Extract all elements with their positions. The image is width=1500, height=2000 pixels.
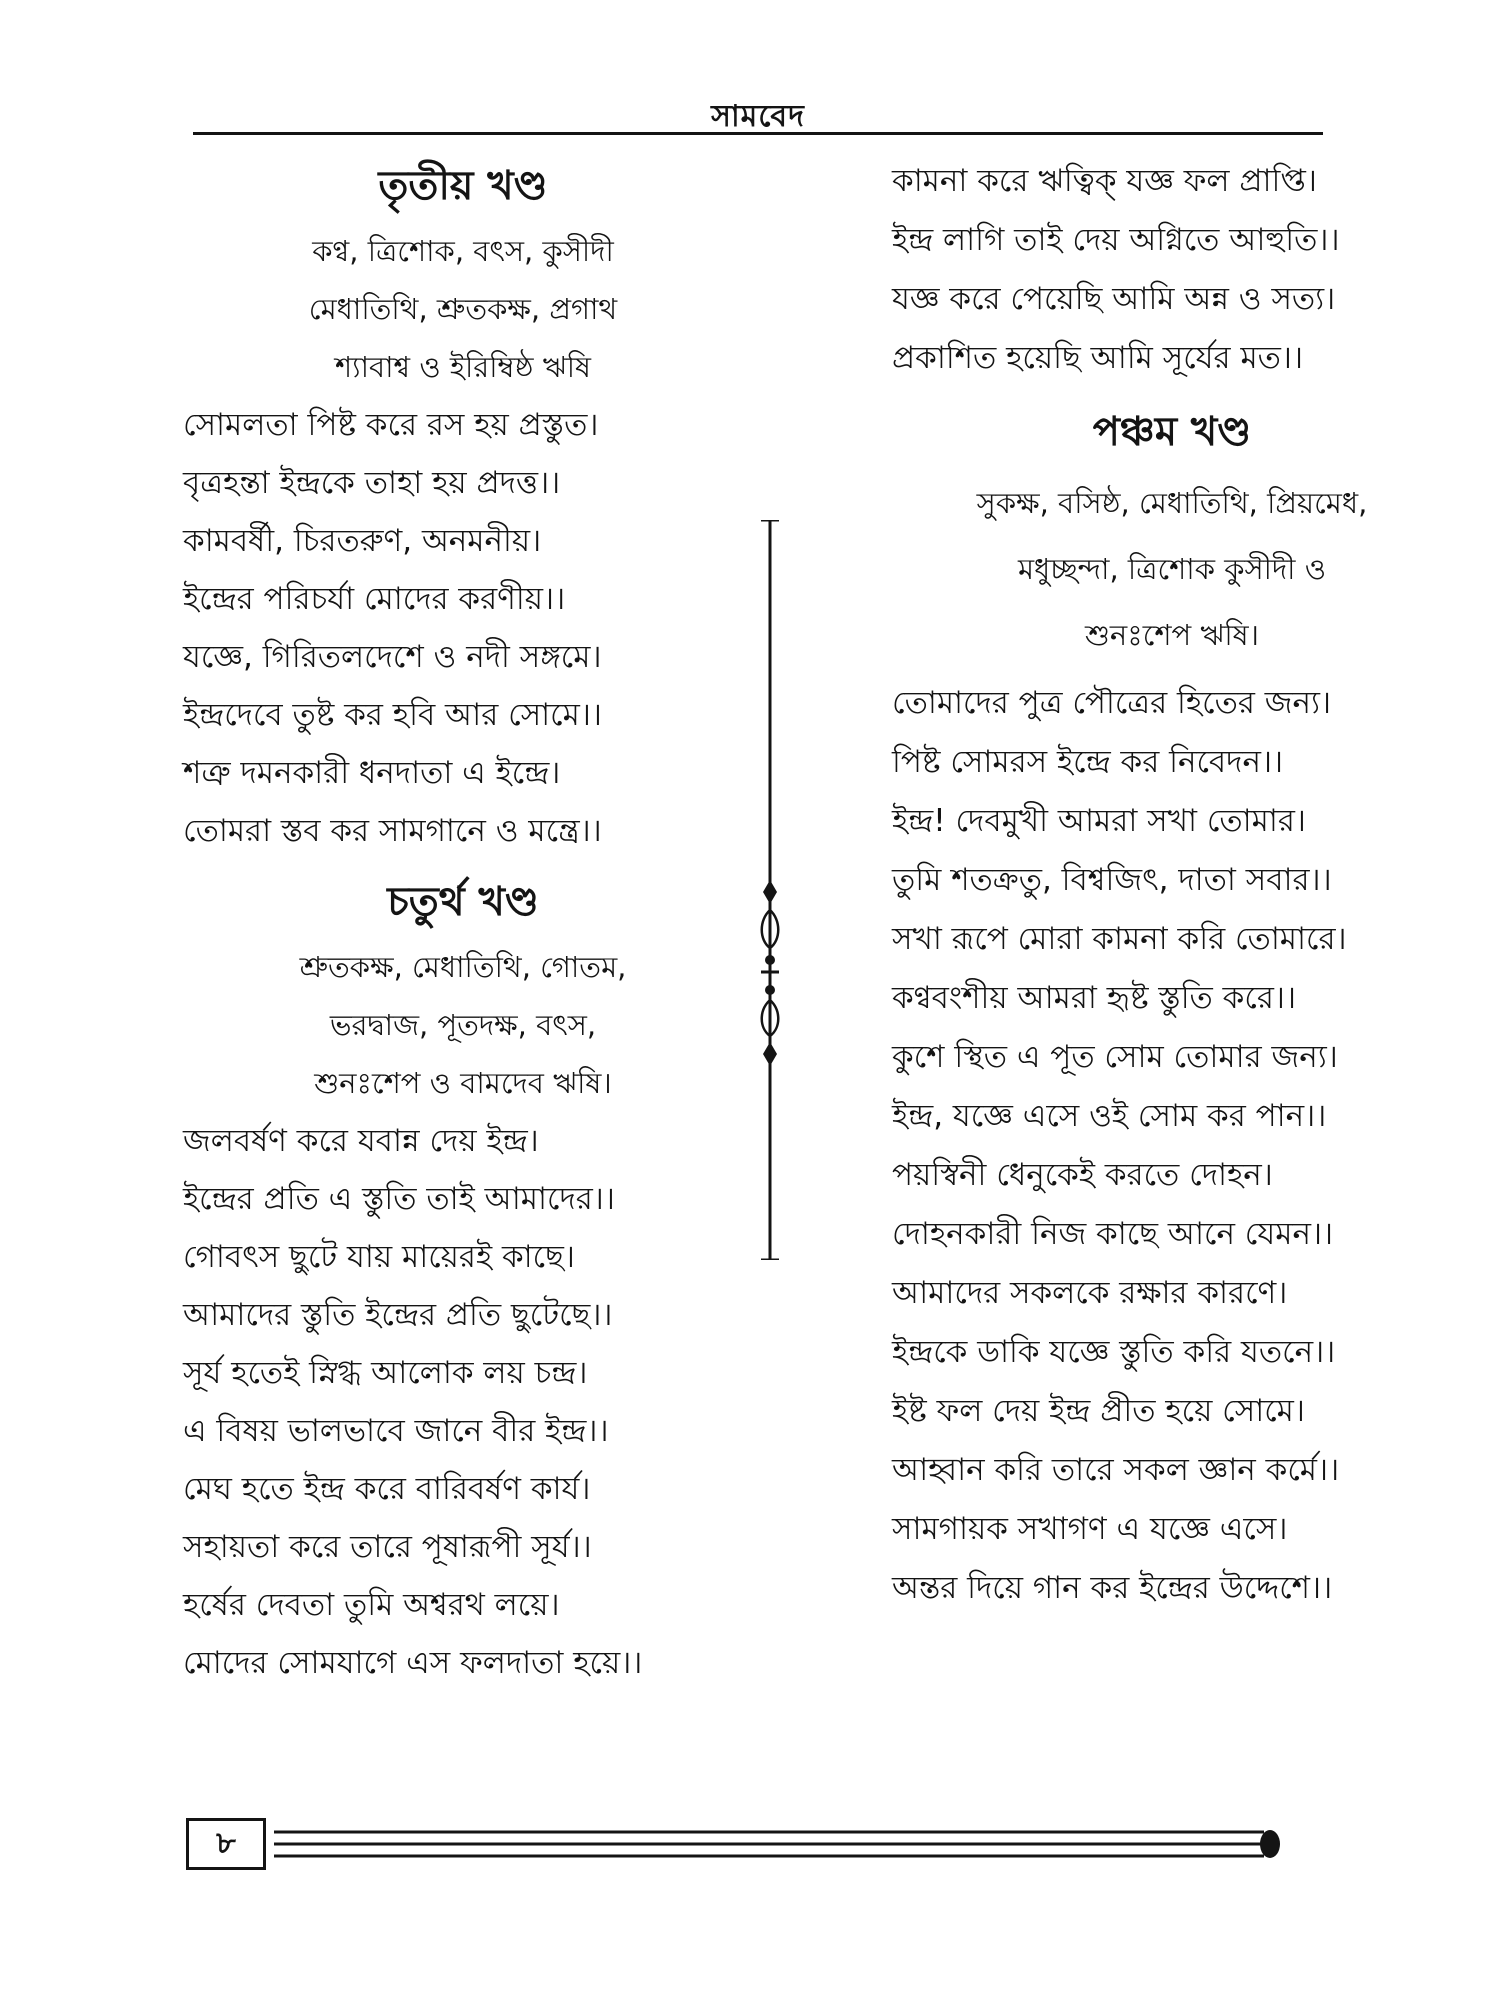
verse-line: এ বিষয় ভালভাবে জানে বীর ইন্দ্র।। bbox=[183, 1413, 609, 1449]
verse-line: বৃত্রহন্তা ইন্দ্রকে তাহা হয় প্রদত্ত।। bbox=[183, 465, 561, 501]
verse-line: ইন্দ্র লাগি তাই দেয় অগ্নিতে আহুতি।। bbox=[892, 222, 1340, 258]
section-4-rishi-line: ভরদ্বাজ, পূতদক্ষ, বৎস, bbox=[329, 1008, 597, 1042]
section-5-title: পঞ্চম খণ্ড bbox=[1092, 409, 1252, 455]
left-column bbox=[183, 152, 743, 1692]
verse-line: ইন্দ্রকে ডাকি যজ্ঞে স্তুতি করি যতনে।। bbox=[892, 1334, 1336, 1370]
section-3-rishi-line: শ্যাবাশ্ব ও ইরিম্বিষ্ঠ ঋষি bbox=[335, 350, 591, 384]
section-3-rishi-line: কণ্ব, ত্রিশোক, বৎস, কুসীদী bbox=[312, 234, 614, 268]
verse-line: জলবর্ষণ করে যবান্ন দেয় ইন্দ্র। bbox=[183, 1123, 539, 1159]
header-rule bbox=[193, 132, 1323, 135]
verse-line: কামবর্ষী, চিরতরুণ, অনমনীয়। bbox=[183, 523, 542, 559]
verse-line: ইন্দ্রদেবে তুষ্ট কর হবি আর সোমে।। bbox=[183, 697, 603, 733]
verse-line: সূর্য হতেই স্নিগ্ধ আলোক লয় চন্দ্র। bbox=[183, 1355, 588, 1391]
section-4-rishi-line: শ্রুতকক্ষ, মেধাতিথি, গোতম, bbox=[299, 950, 627, 984]
verse-line: হর্ষের দেবতা তুমি অশ্বরথ লয়ে। bbox=[183, 1587, 560, 1623]
verse-line: তোমাদের পুত্র পৌত্রের হিতের জন্য। bbox=[892, 685, 1332, 721]
verse-line: দোহনকারী নিজ কাছে আনে যেমন।। bbox=[892, 1216, 1334, 1252]
verse-line: যজ্ঞ করে পেয়েছি আমি অন্ন ও সত্য। bbox=[892, 281, 1336, 317]
section-3-rishi-line: মেধাতিথি, শ্রুতকক্ষ, প্রগাথ bbox=[308, 292, 618, 326]
verse-line: সহায়তা করে তারে পূষারূপী সূর্য।। bbox=[183, 1529, 592, 1565]
page-footer bbox=[186, 1818, 1286, 1878]
page-number: ৮ bbox=[186, 1818, 266, 1870]
verse-line: আমাদের সকলকে রক্ষার কারণে। bbox=[892, 1275, 1288, 1311]
verse-line: ইন্দ্রের প্রতি এ স্তুতি তাই আমাদের।। bbox=[183, 1181, 615, 1217]
verse-line: পিষ্ট সোমরস ইন্দ্রে কর নিবেদন।। bbox=[892, 744, 1284, 780]
verse-line: মেঘ হতে ইন্দ্র করে বারিবর্ষণ কার্য। bbox=[183, 1471, 591, 1507]
section-4-title: চতুর্থ খণ্ড bbox=[387, 879, 539, 925]
section-4-rishi-line: শুনঃশেপ ও বামদেব ঋষি। bbox=[314, 1066, 612, 1100]
verse-line: ইন্দ্র! দেবমুখী আমরা সখা তোমার। bbox=[892, 803, 1307, 839]
verse-line: শত্রু দমনকারী ধনদাতা এ ইন্দ্রে। bbox=[183, 755, 561, 791]
running-head-title: সামবেদ bbox=[711, 99, 805, 134]
section-5-rishi-line: মধুচ্ছন্দা, ত্রিশোক কুসীদী ও bbox=[1017, 552, 1327, 586]
verse-line: আহ্বান করি তারে সকল জ্ঞান কর্মে।। bbox=[892, 1452, 1340, 1488]
verse-line: সখা রূপে মোরা কামনা করি তোমারে। bbox=[892, 921, 1347, 957]
verse-line: ইন্দ্রের পরিচর্যা মোদের করণীয়।। bbox=[183, 581, 566, 617]
verse-line: কুশে স্থিত এ পূত সোম তোমার জন্য। bbox=[892, 1039, 1338, 1075]
footer-ornament-rule bbox=[274, 1824, 1284, 1864]
verse-line: কামনা করে ঋত্বিক্ যজ্ঞ ফল প্রাপ্তি। bbox=[892, 163, 1317, 199]
verse-line: তুমি শতক্রতু, বিশ্বজিৎ, দাতা সবার।। bbox=[892, 862, 1332, 898]
verse-line: পয়স্বিনী ধেনুকেই করতে দোহন। bbox=[892, 1157, 1273, 1193]
verse-line: যজ্ঞে, গিরিতলদেশে ও নদী সঙ্গমে। bbox=[183, 639, 602, 675]
verse-line: সোমলতা পিষ্ট করে রস হয় প্রস্তুত। bbox=[183, 407, 599, 443]
verse-line: ইন্দ্র, যজ্ঞে এসে ওই সোম কর পান।। bbox=[892, 1098, 1327, 1134]
section-3-title: তৃতীয় খণ্ড bbox=[378, 163, 548, 209]
right-column bbox=[892, 152, 1452, 1618]
column-divider-ornament bbox=[757, 520, 783, 1260]
verse-line: আমাদের স্তুতি ইন্দ্রের প্রতি ছুটেছে।। bbox=[183, 1297, 613, 1333]
verse-line: সামগায়ক সখাগণ এ যজ্ঞে এসে। bbox=[892, 1511, 1288, 1547]
section-5-rishi-line: সুকক্ষ, বসিষ্ঠ, মেধাতিথি, প্রিয়মেধ, bbox=[976, 486, 1368, 520]
section-5-rishi-line: শুনঃশেপ ঋষি। bbox=[1084, 618, 1260, 652]
verse-line: ইষ্ট ফল দেয় ইন্দ্র প্রীত হয়ে সোমে। bbox=[892, 1393, 1305, 1429]
verse-line: অন্তর দিয়ে গান কর ইন্দ্রের উদ্দেশে।। bbox=[892, 1570, 1333, 1606]
verse-line: মোদের সোমযাগে এস ফলদাতা হয়ে।। bbox=[183, 1645, 643, 1681]
verse-line: প্রকাশিত হয়েছি আমি সূর্যের মত।। bbox=[892, 340, 1304, 376]
verse-line: তোমরা স্তব কর সামগানে ও মন্ত্রে।। bbox=[183, 813, 602, 849]
verse-line: কণ্ববংশীয় আমরা হৃষ্ট স্তুতি করে।। bbox=[892, 980, 1297, 1016]
verse-line: গোবৎস ছুটে যায় মায়েরই কাছে। bbox=[183, 1239, 575, 1275]
